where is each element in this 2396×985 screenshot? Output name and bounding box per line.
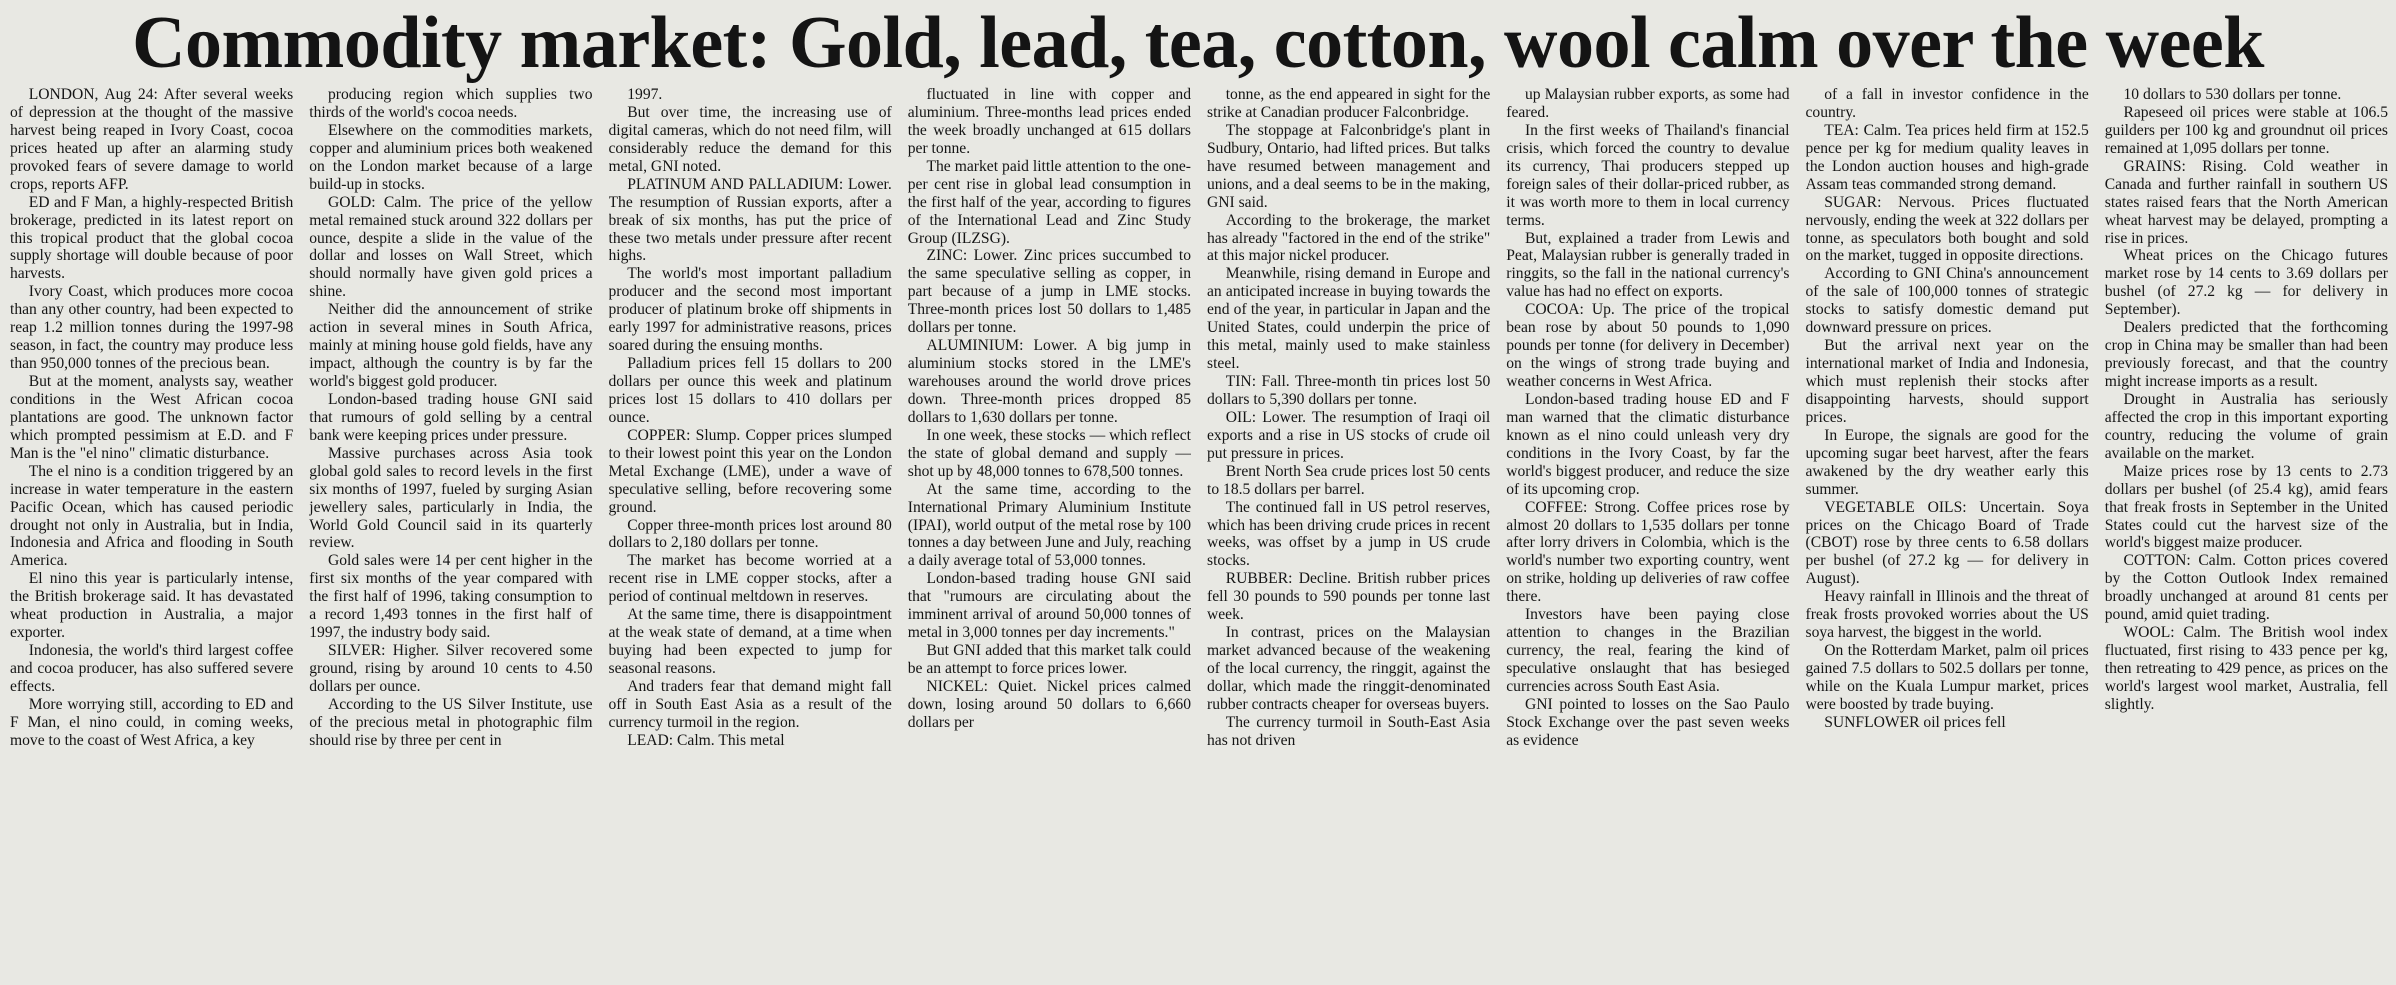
article-paragraph: Meanwhile, rising demand in Europe and an anticipated increase in buying towards the end of the year, in particular in Japan and the United States, could underpin the price of this metal, mainly used to make stainless steel. (1207, 265, 1491, 373)
article-column-6 (1506, 86, 1789, 981)
article-paragraph: London-based trading house GNI said that rumours of gold selling by a central bank were keeping prices under pressure. (309, 390, 593, 444)
article-paragraph: RUBBER: Decline. British rubber prices fell 30 pounds to 590 pounds per tonne last week. (1207, 570, 1491, 624)
article-column-4 (908, 86, 1191, 981)
article-paragraph: But over time, the increasing use of digital cameras, which do not need film, will considerably reduce the demand for this metal, GNI noted. (608, 103, 892, 175)
article-paragraph: The currency turmoil in South-East Asia has not driven (1207, 713, 1491, 749)
article-paragraph: GOLD: Calm. The price of the yellow metal remained stuck around 322 dollars per ounce, despite a slide in the value of the dollar and losses on Wall Street, which should normally have given gold prices a shine. (309, 193, 593, 301)
article-paragraph: fluctuated in line with copper and aluminium. Three-months lead prices ended the week broadly unchanged at 615 dollars per tonne. (907, 86, 1191, 157)
article-paragraph: 10 dollars to 530 dollars per tonne. (2123, 86, 2342, 103)
article-paragraph: At the same time, there is disappointment at the weak state of demand, at a time when buying had been expected to jump for seasonal reasons. (608, 606, 892, 677)
article-paragraph: NICKEL: Quiet. Nickel prices calmed down, losing around 50 dollars to 6,660 dollars per (907, 677, 1191, 731)
article-paragraph: Palladium prices fell 15 dollars to 200 dollars per ounce this week and platinum prices lost 15 dollars to 410 dollars per ounce. (608, 355, 892, 426)
article-paragraph: At the same time, according to the International Primary Aluminium Institute (IPAI), world output of the metal rose by 100 tonnes a day between June and July, reaching a daily average total of 53,000 tonnes. (907, 480, 1191, 570)
article-column-3 (609, 86, 892, 981)
article-paragraph: In the first weeks of Thailand's financial crisis, which forced the country to devalue its currency, Thai producers stepped up foreign sales of their dollar-priced rubber, as it was worth more to them in local currency terms. (1506, 121, 1790, 229)
article-paragraph: Gold sales were 14 per cent higher in the first six months of the year compared with the first half of 1996, taking consumption to a record 1,493 tonnes in the first half of 1997, the industry body said. (309, 552, 593, 642)
article-paragraph: Heavy rainfall in Illinois and the threat of freak frosts provoked worries about the US soya harvest, the biggest in the world. (1805, 588, 2089, 642)
article-paragraph: COTTON: Calm. Cotton prices covered by the Cotton Outlook Index remained broadly unchanged at around 81 cents per pound, amid quiet trading. (2104, 552, 2388, 624)
article-paragraph: Investors have been paying close attention to changes in the Brazilian currency, the real, fearing the kind of speculative onslaught that has besieged currencies across South East Asia. (1506, 606, 1790, 695)
article-paragraph: ZINC: Lower. Zinc prices succumbed to the same speculative selling as copper, in part because of a jump in LME stocks. Three-month prices lost 50 dollars to 1,485 dollars per tonne. (907, 247, 1191, 337)
article-paragraph: London-based trading house GNI said that "rumours are circulating about the imminent arrival of around 50,000 tonnes of metal in 3,000 tonnes per day increments." (907, 570, 1191, 642)
article-paragraph: GRAINS: Rising. Cold weather in Canada and further rainfall in southern US states raised fears that the North American wheat harvest may be delayed, prompting a rise in prices. (2104, 157, 2388, 247)
article-columns (10, 86, 2388, 981)
article-column-1 (10, 86, 293, 981)
article-paragraph: But at the moment, analysts say, weather conditions in the West African cocoa plantations are good. The unknown factor which prompted pessimism at E.D. and F Man is the "el nino" climatic disturbance. (10, 373, 294, 462)
article-paragraph: Ivory Coast, which produces more cocoa than any other country, had been expected to reap 1.2 million tonnes during the 1997-98 season, in fact, the country may produce less than 950,000 tonnes of the precious bean. (10, 283, 294, 373)
article-paragraph: In one week, these stocks — which reflect the state of global demand and supply — shot up by 48,000 tonnes to 678,500 tonnes. (907, 426, 1191, 480)
article-paragraph: TEA: Calm. Tea prices held firm at 152.5 pence per kg for medium quality leaves in the London auction houses and high-grade Assam teas commanded strong demand. (1805, 121, 2089, 193)
article-paragraph: GNI pointed to losses on the Sao Paulo Stock Exchange over the past seven weeks as evidence (1506, 695, 1790, 749)
article-paragraph: VEGETABLE OILS: Uncertain. Soya prices on the Chicago Board of Trade (CBOT) rose by three cents to 6.58 dollars per bushel (of 27.2 kg — for delivery in August). (1805, 498, 2089, 588)
article-column-8 (2105, 86, 2388, 981)
article-paragraph: According to the US Silver Institute, use of the precious metal in photographic film should rise by three per cent in (309, 695, 593, 749)
article-paragraph: Dealers predicted that the forthcoming crop in China may be smaller than had been previously forecast, and that the country might increase imports as a result. (2104, 319, 2388, 390)
article-paragraph: Drought in Australia has seriously affected the crop in this important exporting country, reducing the volume of grain available on the market. (2104, 390, 2388, 462)
article-paragraph: The world's most important palladium producer and the second most important producer of platinum broke off shipments in early 1997 for administrative reasons, prices soared during the ensuing months. (608, 265, 892, 355)
article-paragraph: 1997. (627, 86, 663, 103)
article-paragraph: SUGAR: Nervous. Prices fluctuated nervously, ending the week at 322 dollars per tonne, as speculators both bought and sold on the market, tugged in opposite directions. (1805, 193, 2089, 265)
article-paragraph: SILVER: Higher. Silver recovered some ground, rising by around 10 cents to 4.50 dollars per ounce. (309, 642, 593, 695)
article-column-5 (1207, 86, 1490, 981)
article-paragraph: In contrast, prices on the Malaysian market advanced because of the weakening of the local currency, the ringgit, against the dollar, which made the ringgit-denominated rubber contracts cheaper for overseas buyers. (1207, 624, 1491, 713)
article-column-2 (309, 86, 592, 981)
article-paragraph: The stoppage at Falconbridge's plant in Sudbury, Ontario, had lifted prices. But talks have resumed between management and unions, and a deal seems to be in the making, GNI said. (1207, 121, 1491, 211)
article-paragraph: Maize prices rose by 13 cents to 2.73 dollars per bushel (of 25.4 kg), amid fears that freak frosts in September in the United States could cut the harvest size of the world's biggest maize producer. (2104, 462, 2388, 552)
article-paragraph: Wheat prices on the Chicago futures market rose by 14 cents to 3.69 dollars per bushel (of 27.2 kg — for delivery in September). (2104, 247, 2388, 319)
article-paragraph: The market paid little attention to the one-per cent rise in global lead consumption in the first half of the year, according to figures of the International Lead and Zinc Study Group (ILZSG). (907, 157, 1191, 247)
article-paragraph: In Europe, the signals are good for the upcoming sugar beet harvest, after the fears awakened by the dry weather early this summer. (1805, 426, 2089, 498)
article-paragraph: tonne, as the end appeared in sight for the strike at Canadian producer Falconbridge. (1207, 86, 1491, 121)
article-paragraph: PLATINUM AND PALLADIUM: Lower. The resumption of Russian exports, after a break of six months, has put the price of these two metals under pressure after recent highs. (608, 175, 892, 265)
article-paragraph: COPPER: Slump. Copper prices slumped to their lowest point this year on the London Metal Exchange (LME), under a wave of speculative selling, before recovering some ground. (608, 426, 892, 516)
article-paragraph: And traders fear that demand might fall off in South East Asia as a result of the currency turmoil in the region. (608, 677, 892, 731)
article-paragraph: COCOA: Up. The price of the tropical bean rose by about 50 pounds to 1,090 pounds per tonne (for delivery in December) on the wings of strong trade buying and weather concerns in West Africa. (1506, 301, 1790, 390)
article-paragraph: producing region which supplies two thirds of the world's cocoa needs. (309, 86, 593, 121)
article-paragraph: LONDON, Aug 24: After several weeks of depression at the thought of the massive harvest being reaped in Ivory Coast, cocoa prices heated up after an alarming study provoked fears of severe damage to world crops, reports AFP. (10, 86, 294, 193)
article-column-7 (1806, 86, 2089, 981)
article-paragraph: of a fall in investor confidence in the country. (1805, 86, 2089, 121)
article-paragraph: More worrying still, according to ED and F Man, el nino could, in coming weeks, move to the coast of West Africa, a key (10, 695, 294, 749)
article-paragraph: COFFEE: Strong. Coffee prices rose by almost 20 dollars to 1,535 dollars per tonne after lorry drivers in Colombia, which is the world's number two exporting country, went on strike, holding up deliveries of raw coffee there. (1506, 498, 1790, 606)
article-paragraph: Brent North Sea crude prices lost 50 cents to 18.5 dollars per barrel. (1207, 462, 1491, 498)
article-paragraph: El nino this year is particularly intense, the British brokerage said. It has devastated wheat production in Australia, a major exporter. (10, 570, 294, 642)
article-paragraph: LEAD: Calm. This metal (627, 731, 785, 749)
article-paragraph: WOOL: Calm. The British wool index fluctuated, first rising to 433 pence per kg, then retreating to 429 pence, as prices on the world's largest wool market, Australia, fell slightly. (2104, 624, 2388, 713)
article-paragraph: Rapeseed oil prices were stable at 106.5 guilders per 100 kg and groundnut oil prices remained at 1,095 dollars per tonne. (2104, 103, 2388, 157)
article-paragraph: The market has become worried at a recent rise in LME copper stocks, after a period of continual meltdown in reserves. (608, 552, 892, 606)
article-paragraph: Elsewhere on the commodities markets, copper and aluminium prices both weakened on the London market because of a large build-up in stocks. (309, 121, 593, 193)
article-paragraph: ED and F Man, a highly-respected British brokerage, predicted in its latest report on this tropical product that the global cocoa supply shortage will double because of poor harvests. (10, 193, 294, 283)
article-paragraph: ALUMINIUM: Lower. A big jump in aluminium stocks stored in the LME's warehouses around the world drove prices down. Three-month prices dropped 85 dollars to 1,630 dollars per tonne. (907, 337, 1191, 426)
article-paragraph: Massive purchases across Asia took global gold sales to record levels in the first six months of 1997, fueled by surging Asian jewellery sales, particularly in India, the World Gold Council said in its quarterly review. (309, 444, 593, 552)
article-paragraph: London-based trading house ED and F man warned that the climatic disturbance known as el nino could unleash very dry conditions in the Ivory Coast, by far the world's biggest producer, and reduce the size of its upcoming crop. (1506, 390, 1790, 498)
article-paragraph: SUNFLOWER oil prices fell (1824, 713, 2006, 731)
article-paragraph: But, explained a trader from Lewis and Peat, Malaysian rubber is generally traded in ringgits, so the fall in the national currency's value has had no effect on exports. (1506, 229, 1790, 301)
article-paragraph: But the arrival next year on the international market of India and Indonesia, which must replenish their stocks after disappointing harvests, should support prices. (1805, 337, 2089, 426)
article-paragraph: Indonesia, the world's third largest coffee and cocoa producer, has also suffered severe effects. (10, 642, 294, 695)
article-paragraph: But GNI added that this market talk could be an attempt to force prices lower. (907, 642, 1191, 677)
article-paragraph: Copper three-month prices lost around 80 dollars to 2,180 dollars per tonne. (608, 516, 892, 552)
article-paragraph: TIN: Fall. Three-month tin prices lost 50 dollars to 5,390 dollars per tonne. (1207, 373, 1491, 408)
article-paragraph: OIL: Lower. The resumption of Iraqi oil exports and a rise in US stocks of crude oil put pressure in prices. (1207, 408, 1491, 462)
article-paragraph: The continued fall in US petrol reserves, which has been driving crude prices in recent weeks, was offset by a jump in US crude stocks. (1207, 498, 1491, 570)
headline: Commodity market: Gold, lead, tea, cotton, wool calm over the week (132, 2, 2264, 84)
article-paragraph: The el nino is a condition triggered by an increase in water temperature in the eastern Pacific Ocean, which has caused periodic drought not only in Australia, but in India, Indonesia and Africa and flooding in South America. (10, 462, 294, 570)
article-paragraph: According to GNI China's announcement of the sale of 100,000 tonnes of strategic stocks to satisfy domestic demand put downward pressure on prices. (1805, 265, 2089, 337)
article-paragraph: According to the brokerage, the market has already "factored in the end of the strike" at this major nickel producer. (1207, 211, 1491, 265)
article-paragraph: Neither did the announcement of strike action in several mines in South Africa, mainly at mining house gold fields, have any impact, although the country is by far the world's biggest gold producer. (309, 301, 593, 390)
article-paragraph: up Malaysian rubber exports, as some had feared. (1506, 86, 1790, 121)
article-paragraph: On the Rotterdam Market, palm oil prices gained 7.5 dollars to 502.5 dollars per tonne, while on the Kuala Lumpur market, prices were boosted by trade buying. (1805, 642, 2089, 713)
